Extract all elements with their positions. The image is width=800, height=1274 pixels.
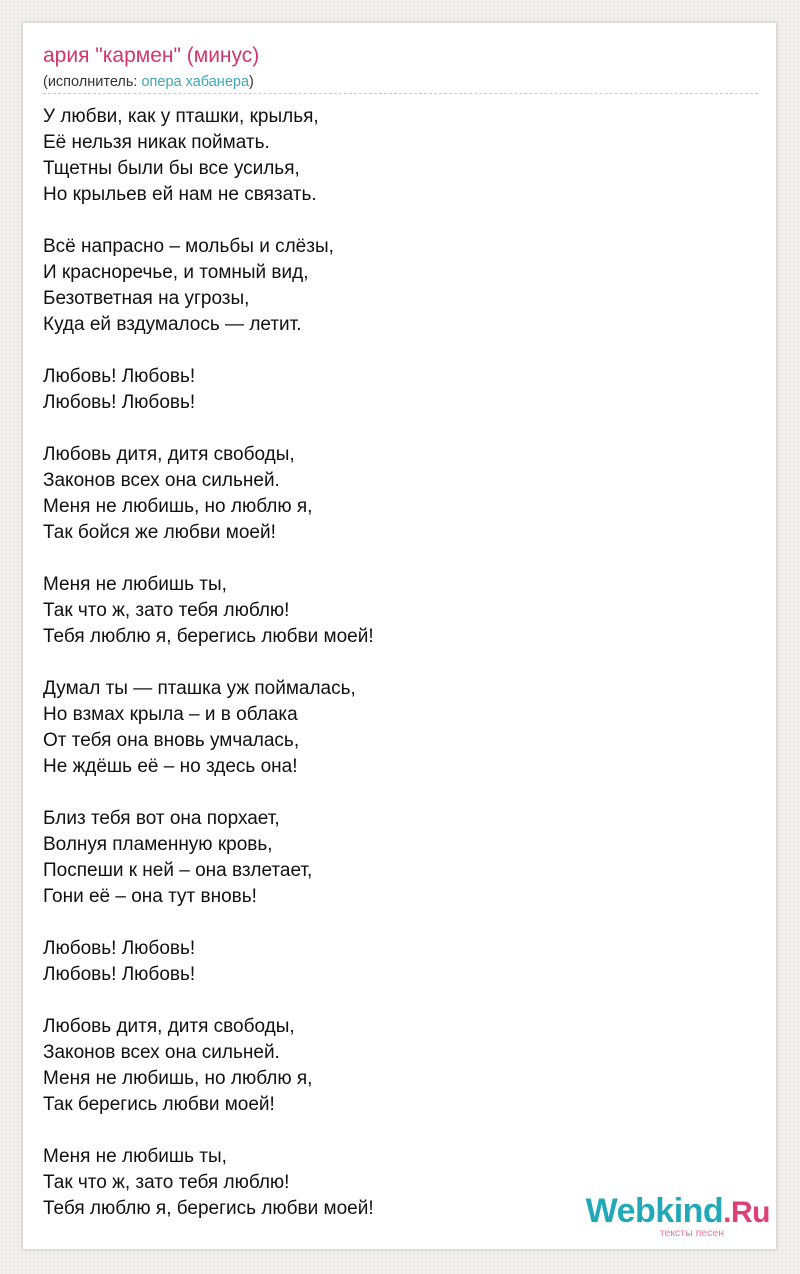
lyrics-line: У любви, как у пташки, крылья, (43, 106, 319, 127)
lyrics-line: Куда ей вздумалось — летит. (43, 314, 302, 335)
site-logo[interactable] (580, 1191, 770, 1241)
lyrics-card (22, 22, 777, 1250)
header-divider (43, 93, 758, 94)
lyrics-stanza (43, 936, 743, 988)
lyrics-line: Так что ж, зато тебя люблю! (43, 1172, 290, 1193)
logo-tagline: тексты песен (659, 1227, 724, 1239)
performer-prefix: (исполнитель: (43, 74, 142, 90)
lyrics-line: Меня не любишь ты, (43, 574, 227, 595)
logo-tld: .Ru (723, 1196, 770, 1229)
lyrics-line: Любовь! Любовь! (43, 392, 196, 413)
lyrics-line: Тебя люблю я, берегись любви моей! (43, 1198, 374, 1219)
lyrics-line: Так берегись любви моей! (43, 1094, 275, 1115)
lyrics-line: Гони её – она тут вновь! (43, 886, 257, 907)
lyrics-line: Но крыльев ей нам не связать. (43, 184, 317, 205)
lyrics-line: Думал ты — пташка уж поймалась, (43, 678, 356, 699)
lyrics-line: Любовь! Любовь! (43, 964, 196, 985)
lyrics-stanza (43, 676, 743, 780)
lyrics-body (43, 104, 743, 1248)
lyrics-line: Законов всех она сильней. (43, 1042, 280, 1063)
logo-name: Webkind (585, 1192, 724, 1230)
lyrics-line: От тебя она вновь умчалась, (43, 730, 300, 751)
lyrics-line: Тебя люблю я, берегись любви моей! (43, 626, 374, 647)
lyrics-line: Безответная на угрозы, (43, 288, 250, 309)
lyrics-line: Тщетны были бы все усилья, (43, 158, 300, 179)
lyrics-line: Но взмах крыла – и в облака (43, 704, 298, 725)
lyrics-line: Близ тебя вот она порхает, (43, 808, 280, 829)
lyrics-line: Законов всех она сильней. (43, 470, 280, 491)
lyrics-stanza (43, 806, 743, 910)
lyrics-line: Всё напрасно – мольбы и слёзы, (43, 236, 334, 257)
lyrics-stanza (43, 572, 743, 650)
performer-suffix: ) (249, 74, 254, 90)
lyrics-line: Любовь! Любовь! (43, 366, 196, 387)
lyrics-line: Любовь дитя, дитя свободы, (43, 1016, 295, 1037)
lyrics-stanza (43, 234, 743, 338)
performer-line (43, 73, 254, 91)
lyrics-line: Её нельзя никак поймать. (43, 132, 270, 153)
lyrics-line: Любовь дитя, дитя свободы, (43, 444, 295, 465)
lyrics-line: Любовь! Любовь! (43, 938, 196, 959)
lyrics-line: Меня не любишь, но люблю я, (43, 1068, 313, 1089)
lyrics-line: Поспеши к ней – она взлетает, (43, 860, 313, 881)
lyrics-stanza (43, 364, 743, 416)
lyrics-line: Так что ж, зато тебя люблю! (43, 600, 290, 621)
lyrics-stanza (43, 442, 743, 546)
lyrics-stanza (43, 1014, 743, 1118)
song-title: ария "кармен" (минус) (43, 44, 260, 67)
lyrics-line: Меня не любишь, но люблю я, (43, 496, 313, 517)
lyrics-line: Не ждёшь её – но здесь она! (43, 756, 298, 777)
lyrics-line: Меня не любишь ты, (43, 1146, 227, 1167)
lyrics-line: И красноречье, и томный вид, (43, 262, 309, 283)
performer-link[interactable]: опера хабанера (141, 74, 250, 90)
lyrics-line: Так бойся же любви моей! (43, 522, 276, 543)
lyrics-line: Волнуя пламенную кровь, (43, 834, 273, 855)
lyrics-stanza (43, 104, 743, 208)
